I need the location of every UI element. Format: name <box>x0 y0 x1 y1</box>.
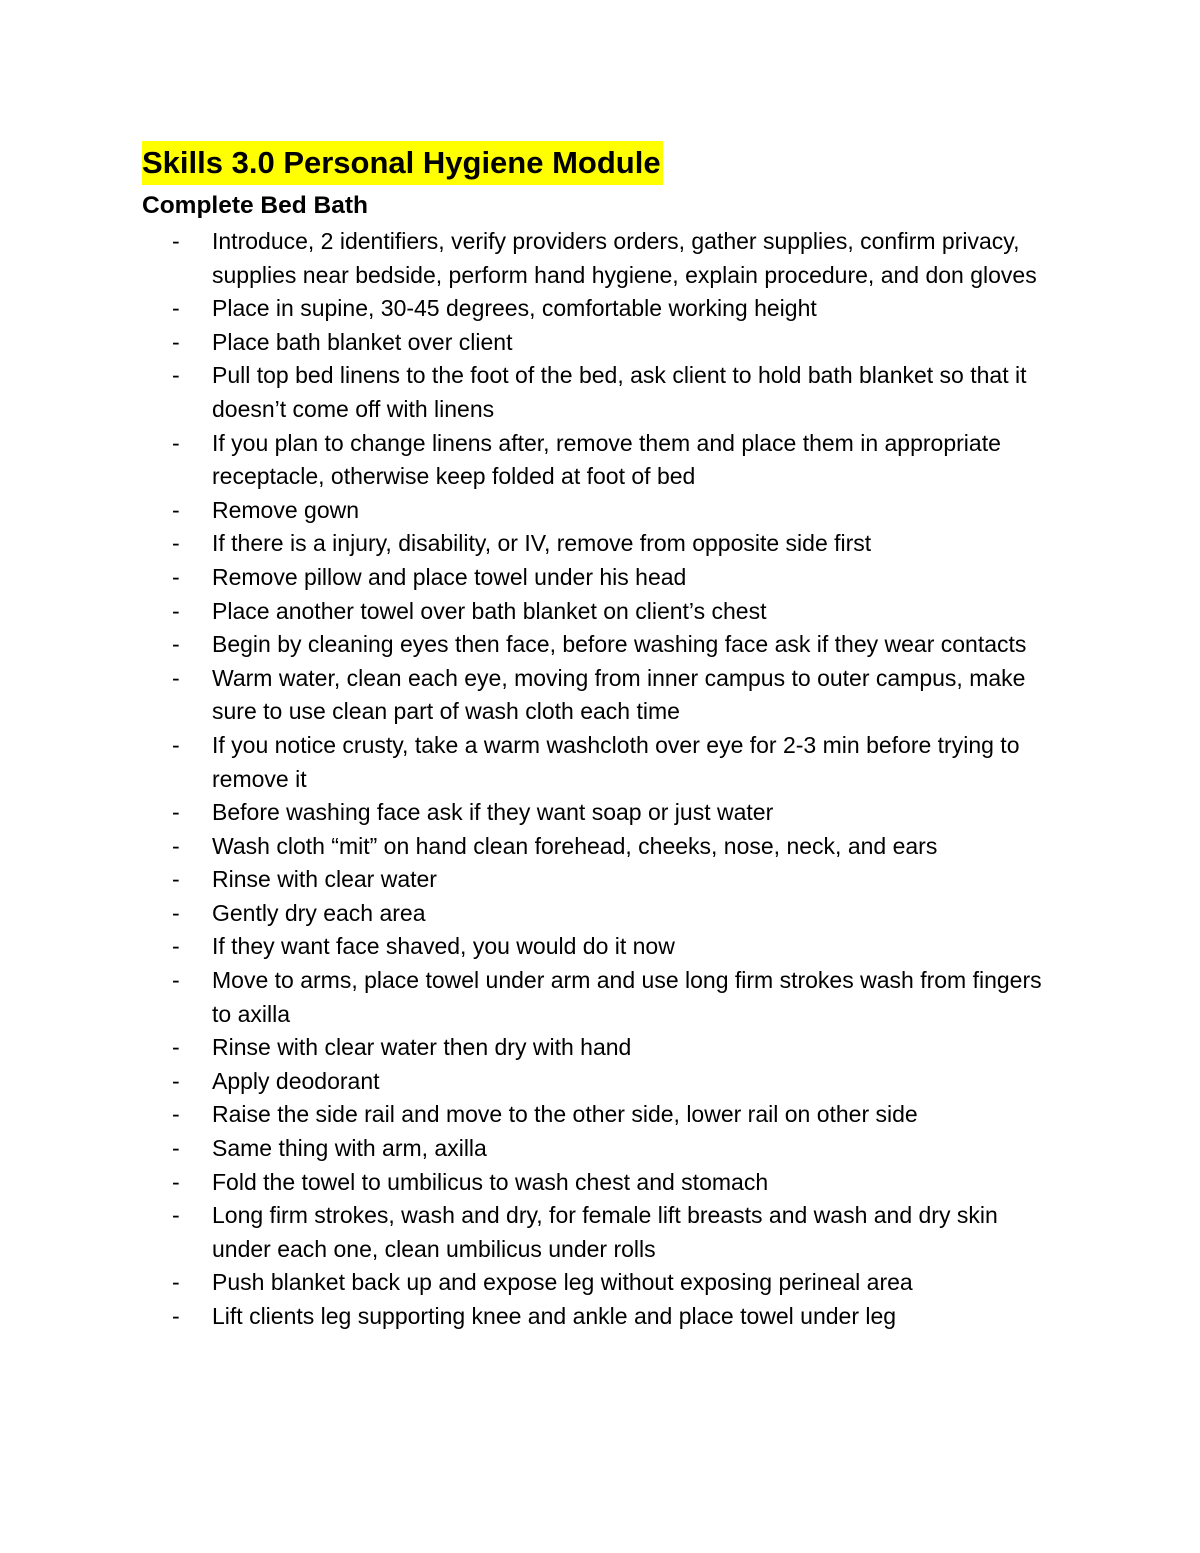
step-text: Before washing face ask if they want soap or just water <box>212 799 774 826</box>
bullet-dash: - <box>172 496 180 523</box>
bullet-dash: - <box>172 933 180 960</box>
step-text: Gently dry each area <box>212 899 426 926</box>
bullet-dash: - <box>172 1067 180 1094</box>
step-text: Rinse with clear water then dry with hand <box>212 1034 632 1061</box>
procedure-step <box>142 930 1062 964</box>
step-text: Place in supine, 30-45 degrees, comfortable working height <box>212 295 817 322</box>
step-text: Raise the side rail and move to the other side, lower rail on other side <box>212 1101 918 1128</box>
step-text: If they want face shaved, you would do it now <box>212 933 675 960</box>
bullet-dash: - <box>172 563 180 590</box>
procedure-step <box>142 1166 1062 1200</box>
section-heading: Complete Bed Bath <box>142 192 368 219</box>
procedure-step <box>142 964 1062 1031</box>
step-text: If you plan to change linens after, remove them and place them in appropriate receptacle, otherwise keep folded at foot of bed <box>212 429 1001 490</box>
step-text: Place bath blanket over client <box>212 328 513 355</box>
step-text: Rinse with clear water <box>212 866 437 893</box>
bullet-dash: - <box>172 1269 180 1296</box>
procedure-step <box>142 1300 1062 1334</box>
bullet-dash: - <box>172 899 180 926</box>
bullet-dash: - <box>172 328 180 355</box>
step-text: Push blanket back up and expose leg without exposing perineal area <box>212 1269 913 1296</box>
bullet-dash: - <box>172 1168 180 1195</box>
bullet-dash: - <box>172 832 180 859</box>
bullet-dash: - <box>172 631 180 658</box>
step-text: Same thing with arm, axilla <box>212 1135 487 1162</box>
procedure-step <box>142 729 1062 796</box>
bullet-dash: - <box>172 731 180 758</box>
procedure-step <box>142 830 1062 864</box>
procedure-steps-list <box>142 225 1062 1334</box>
procedure-step <box>142 494 1062 528</box>
step-text: Move to arms, place towel under arm and use long firm strokes wash from fingers to axilla <box>212 967 1042 1027</box>
procedure-step <box>142 292 1062 326</box>
step-text: Apply deodorant <box>212 1067 380 1094</box>
bullet-dash: - <box>172 429 180 456</box>
procedure-step <box>142 1132 1062 1166</box>
procedure-step <box>142 1065 1062 1099</box>
bullet-dash: - <box>172 295 180 322</box>
bullet-dash: - <box>172 597 180 624</box>
bullet-dash: - <box>172 228 180 254</box>
step-text: Lift clients leg supporting knee and ankle and place towel under leg <box>212 1303 897 1329</box>
procedure-step <box>142 897 1062 931</box>
bullet-dash: - <box>172 799 180 826</box>
procedure-step <box>142 796 1062 830</box>
procedure-step <box>142 1031 1062 1065</box>
procedure-step <box>142 427 1062 494</box>
step-text: If there is a injury, disability, or IV, remove from opposite side first <box>212 530 872 557</box>
step-text: Wash cloth “mit” on hand clean forehead, cheeks, nose, neck, and ears <box>212 832 938 859</box>
procedure-step <box>142 561 1062 595</box>
bullet-dash: - <box>172 530 180 557</box>
bullet-dash: - <box>172 664 180 691</box>
bullet-dash: - <box>172 1135 180 1162</box>
procedure-step <box>142 628 1062 662</box>
procedure-step <box>142 1266 1062 1300</box>
procedure-step <box>142 863 1062 897</box>
document-title: Skills 3.0 Personal Hygiene Module <box>142 141 663 185</box>
step-text: Place another towel over bath blanket on client’s chest <box>212 597 767 624</box>
bullet-dash: - <box>172 967 180 994</box>
procedure-step <box>142 595 1062 629</box>
bullet-dash: - <box>172 1034 180 1061</box>
procedure-step <box>142 1199 1062 1266</box>
step-text: Long firm strokes, wash and dry, for female lift breasts and wash and dry skin under each one, clean umbilicus under rolls <box>212 1202 998 1262</box>
step-text: Remove pillow and place towel under his head <box>212 563 687 590</box>
bullet-dash: - <box>172 1303 180 1329</box>
procedure-step <box>142 527 1062 561</box>
step-text: Introduce, 2 identifiers, verify providers orders, gather supplies, confirm privacy, supplies near bedside, perform hand hygiene, explain procedure, and don gloves <box>212 228 1037 288</box>
step-text: Pull top bed linens to the foot of the bed, ask client to hold bath blanket so that it doesn’t come off with linens <box>212 362 1027 422</box>
step-text: Fold the towel to umbilicus to wash chest and stomach <box>212 1168 769 1195</box>
procedure-step <box>142 225 1062 292</box>
document-body <box>142 141 1062 1334</box>
step-text: Warm water, clean each eye, moving from inner campus to outer campus, make sure to use clean part of wash cloth each time <box>212 664 1026 725</box>
procedure-step <box>142 1098 1062 1132</box>
bullet-dash: - <box>172 1202 180 1229</box>
procedure-step <box>142 326 1062 360</box>
step-text: If you notice crusty, take a warm washcloth over eye for 2-3 min before trying to remove it <box>212 731 1020 792</box>
step-text: Begin by cleaning eyes then face, before washing face ask if they wear contacts <box>212 631 1027 658</box>
procedure-step <box>142 359 1062 426</box>
bullet-dash: - <box>172 866 180 893</box>
bullet-dash: - <box>172 1101 180 1128</box>
procedure-step <box>142 662 1062 729</box>
bullet-dash: - <box>172 362 180 389</box>
step-text: Remove gown <box>212 496 360 523</box>
